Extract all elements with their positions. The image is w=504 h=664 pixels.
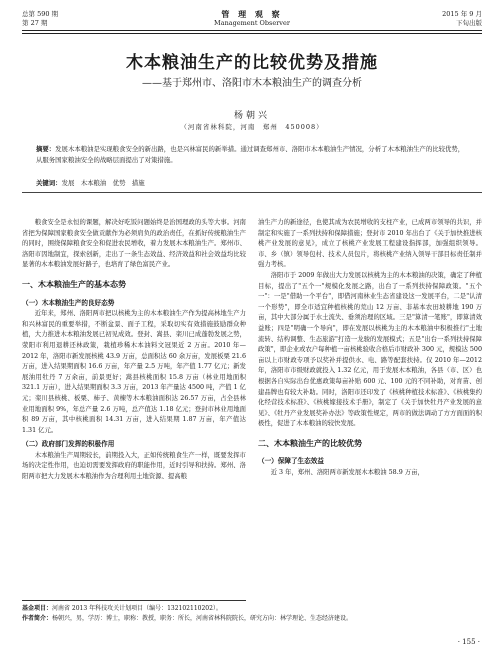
running-header: [22, 8, 482, 36]
journal-name-en: Management Observer: [214, 19, 290, 27]
author-affiliation: （河南省林科院，河南 郑州 450008）: [180, 123, 324, 131]
abstract-divider: [22, 192, 482, 193]
footnote-fund: [22, 604, 482, 613]
intro-paragraph: 粮食安全是永恒的课题，解决好吃饭问题始终是治国理政的头等大事。河南省把为保障国家粮食安全做贡献作为必须肩负的政治责任，在抓好传统粮油生产的同时，围绕保障粮食安全和促进农民增收，着力发展木本粮油生产。郑州市、洛阳市因地制宜，探索创新，走出了一条生态效益、经济效益和社会效益均比较显著的木本粮油发展好路子，也培育了绿色富民产业。: [22, 219, 246, 269]
section-heading-1: 一、木本粮油生产的基本态势: [22, 279, 126, 289]
paragraph: 木本粮油生产周期较长，前期投入大，正如传统粮食生产一样，既要发挥市场的决定性作用，也迫切需要发挥政府的职能作用，近时引导和扶持。郑州、洛阳两市把大力发展木本粮油作为合理利用土地资源、提高粮: [22, 451, 246, 481]
page-number: · 155 ·: [457, 638, 480, 646]
subsection-heading-1-1: （一）木本粮油生产的良好态势: [22, 298, 115, 307]
header-rule-thin: [22, 33, 482, 34]
subsection-heading-2-1: （一）保障了生态效益: [258, 457, 324, 466]
subsection-heading-1-2: （二）政府部门发挥的积极作用: [22, 440, 115, 449]
article-title: 木本粮油生产的比较优势及措施: [126, 53, 378, 73]
publish-month: 2015 年 9 月: [442, 10, 482, 18]
issue-total: 总第 590 期: [22, 10, 59, 18]
paragraph: 洛阳市于 2009 年做出大力发展以核桃为主的木本粮油的决策，确定了种植目标，提出了"五个一"规模化发展之路，出台了一系列扶持保障政策。"五个一"：一是"借助一个平台"，即借河南林业生态省建设这一发展平台，二是"认清一个形势"，即全市适宜种植核桃的荒山 12 万亩、非基本农田坡耕地 190 万亩，其中大部分属于水土流失、垂须治理的区域。三是"算清一笔账"，即算清效益账；四是"明确一个导向"，即在发展以核桃为主的木本粮油中积极推行"土地流转、结构调整、生态旅游"打造一龙骏的发展模式；五是"出台一系列扶持保障政策"，即企业或农户每种植一亩核桃验收合格后市财政补 300 元，规模达 500 亩以上市财政专项予以奖补并提供水、电、路等配套扶持。仅 2010 年—2012 年，洛阳市市级财政就投入 1.32 亿元，用于发展木本粮油，各县（市、区）也根据各自实际出台优惠政策每亩补贴 600 元、100 元的不同补助，对育苗、创建品牌也有较大补助。同时，洛阳市还印发了《核桃种植技术标准》、《核桃集约化经营技术标准》、《核桃嫁接技术手册》，制定了《关于加快牡丹产业发展的意见》、《牡丹产业发展奖补办法》等政策性规定，两市的做法调动了方方面面的积极性，促进了木本粮油的较快发展。: [258, 271, 482, 428]
footnote-author: [22, 614, 482, 623]
keywords-text: 发展 木本粮油 优势 措施: [61, 179, 145, 187]
journal-name-cn: 管 理 观 察: [221, 9, 283, 19]
publish-date: [442, 10, 482, 28]
paragraph: 近年来，郑州、洛阳两市把以核桃为主的木本粮油生产作为提高林地生产力和兴林富民的重要举措，不断盆景、面子工程，采取切实有效措施鼓励群众种植，大力推进木本粮油发展已初见成效。登封、嵩县、栾川已成蓬勃发展之势，荥阳市利用退耕还林政策，栽植珍稀木本油料文冠果近 2 万亩。2010 年—2012 年，洛阳市新发展核桃 43.9 万亩，总面积达 60 余万亩，发展板栗 21.6 万亩，进入结果期面积 16.6 万亩，年产量 2.5 万吨，年产值 1.77 亿元；新发展油用牡丹 7 万余亩，前景更好；嵩县核桃面积 15.8 万亩（林业用地面积 321.1 万亩），进入结果期面积 3.3 万亩，2013 年产量达 4500 吨，产值 1 亿元；栾川县核桃、板栗、柿子、黄楝等木本粮油面积达 26.57 万亩，占全县林业用地面积 9%，年总产量 2.6 万吨，总产值达 1.18 亿元；登封市林业用地面积 89 万亩，其中核桃面积 14.31 万亩，进入结果期 1.87 万亩，年产值达 1.31 亿元。: [22, 310, 246, 434]
keywords: [36, 178, 468, 187]
paragraph: 油生产力的新途径，也使其成为农民增收的支柱产业，已成两市领导的共识，并制定和实施了一系列扶持和保障措施；登封市 2010 年出台了《关于加快推进核桃产业发展的意见》，成立了核桃产业发展工程建设指挥部，加强组织领导。市、乡（镇）领导包村、技术人员包片，将核桃产业纳入领导干部目标责任制并强力考核。: [258, 219, 482, 269]
paragraph: 近 3 年，郑州、洛阳两市新发展木本粮油 58.9 万亩，: [270, 469, 424, 477]
fund-text: 河南省 2013 年科技攻关计划项目（编号：132102110202）。: [52, 605, 222, 612]
header-rule-thick: [22, 30, 482, 31]
article-subtitle: ——基于郑州市、洛阳市木本粮油生产的调查分析: [142, 78, 362, 89]
keywords-label: 关键词：: [36, 179, 62, 187]
publish-period: 下旬出版: [456, 19, 482, 27]
abstract-text: 发展木本粮油是实现粮食安全的新出路，也是兴林富民的新举措。通过调查郑州市、洛阳市木本粮油生产情况，分析了木本粮油生产的比较优势，从服务国家粮油安全的战略层面提出了对策措施。: [36, 145, 465, 164]
issue-number: 第 27 期: [22, 19, 48, 27]
left-column: [22, 218, 246, 483]
fund-label: 基金项目：: [22, 605, 53, 612]
section-heading-2: 二、木本粮油生产的比较优势: [258, 438, 362, 448]
right-column: [258, 218, 482, 479]
abstract-label: 摘要：: [36, 145, 56, 153]
journal-name: [22, 10, 482, 28]
footnote-rule: [22, 600, 246, 601]
author-bio-label: 作者简介：: [22, 615, 53, 622]
author-bio-text: 杨朝兴，男，学历：博士，职称：教授，职务：所长，河南省林科院院长，研究方向：林学理论、生态经济建设。: [52, 615, 353, 622]
author-name: 杨朝兴: [233, 111, 270, 121]
abstract: [36, 144, 468, 165]
